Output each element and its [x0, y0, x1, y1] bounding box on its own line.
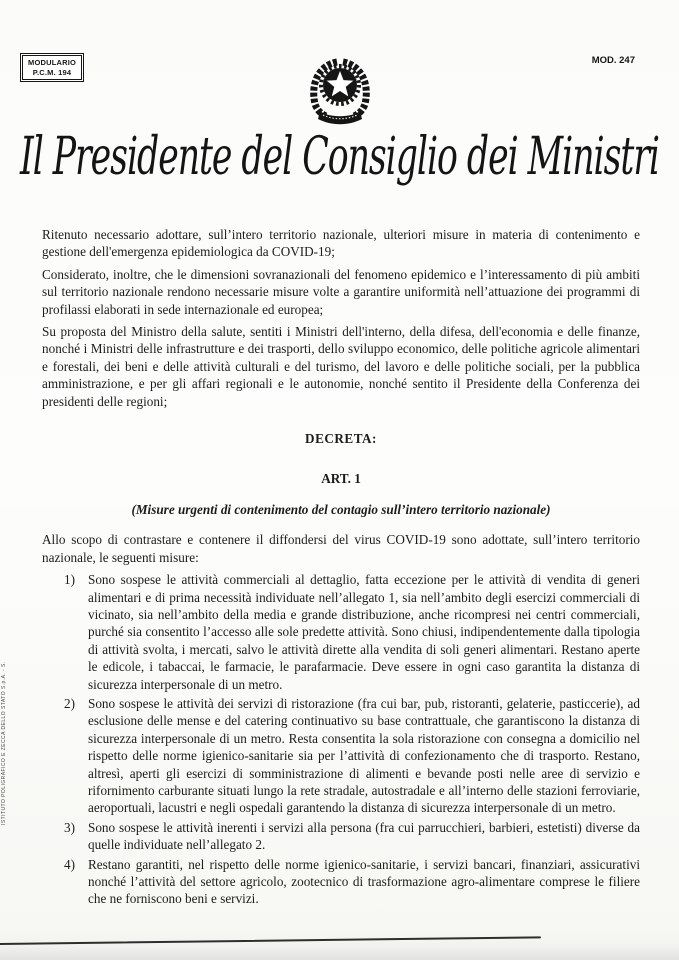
measure-item-number: 1)	[64, 572, 75, 588]
printer-imprint-note: ISTITUTO POLIGRAFICO E ZECCA DELLO STATO S.p.A. - S.	[1, 661, 7, 825]
page-edge-shadow	[0, 946, 679, 960]
measure-item-3	[42, 819, 640, 854]
modulario-line1: MODULARIO	[28, 58, 77, 67]
italian-republic-emblem-icon	[307, 55, 373, 134]
measure-item-number: 3)	[64, 819, 75, 835]
letterhead-script-title: Il Presidente del Consiglio dei Ministri	[20, 126, 659, 188]
measure-item-2	[42, 695, 640, 817]
modulario-line2: P.C.M. 194	[32, 67, 72, 77]
measure-item-number: 4)	[64, 856, 75, 872]
measure-item-4	[42, 856, 640, 908]
page-edge-line	[0, 936, 541, 945]
measures-list	[42, 571, 640, 908]
article-intro: Allo scopo di contrastare e contenere il diffondersi del virus COVID-19 sono adottate, sull’intero territorio nazionale, le seguenti misure:	[42, 532, 640, 565]
measure-item-text: Sono sospese le attività dei servizi di ristorazione (fra cui bar, pub, ristoranti, gelaterie, pasticcerie), ad esclusione delle mense e del catering continuativo su base contrattuale, che garantiscono la distanza di sicurezza interpersonale di un metro. Resta consentita la sola ristorazione con consegna a domicilio nel rispetto delle norme igienico-sanitarie sia per l’attività di confezionamento che di trasporto. Restano, altresì, aperti gli esercizi di somministrazione di alimenti e bevande posti nelle aree di servizio e rifornimento carburante situati lungo la rete stradale, autostradale e all’interno delle stazioni ferroviarie, aeroportuali, lacustri e negli ospedali garantendo la distanza di sicurezza interpersonale di un metro.	[88, 695, 640, 816]
document-body	[42, 226, 640, 910]
preamble-paragraph-ritenuto: Ritenuto necessario adottare, sull’intero territorio nazionale, ulteriori misure in materia di contenimento e gestione dell'emergenza epidemiologica da COVID-19;	[42, 227, 640, 260]
measure-item-text: Sono sospese le attività commerciali al dettaglio, fatta eccezione per le attività di vendita di generi alimentari e di prima necessità individuate nell’allegato 1, sia nell’ambito degli esercizi commerciali di vicinato, sia nell’ambito della media e grande distribuzione, anche ricompresi nei centri commerciali, purché sia consentito l’accesso alle sole predette attività. Sono chiusi, indipendentemente dalla tipologia di attività svolta, i mercati, salvo le attività dirette alla vendita di soli generi alimentari. Restano aperte le edicole, i tabaccai, le farmacie, le parafarmacie. Deve essere in ogni caso garantita la distanza di sicurezza interpersonale di un metro.	[88, 572, 640, 692]
preamble-paragraph-su-proposta: Su proposta del Ministro della salute, sentiti i Ministri dell'interno, della difesa, dell'economia e delle finanze, nonché i Ministri delle infrastrutture e dei trasporti, dello sviluppo economico, delle politiche agricole alimentari e forestali, dei beni e delle attività culturali e del turismo, del lavoro e delle politiche sociali, per la pubblica amministrazione, e per gli affari regionali e le autonomie, nonché sentito il Presidente della Conferenza dei presidenti delle regioni;	[42, 324, 640, 409]
measure-item-text: Sono sospese le attività inerenti i servizi alla persona (fra cui parrucchieri, barbieri, estetisti) diverse da quelle individuate nell’allegato 2.	[88, 819, 640, 853]
measure-item-1	[42, 571, 640, 693]
article-title: (Misure urgenti di contenimento del contagio sull’intero territorio nazionale)	[131, 501, 551, 517]
modulario-stamp	[20, 53, 84, 82]
preamble-paragraph-considerato: Considerato, inoltre, che le dimensioni sovranazionali del fenomeno epidemico e l’interessamento di più ambiti sul territorio nazionale rendono necessarie misure volte a garantire uniformità nell’attuazione dei programmi di profilassi elaborati in sede internazionale ed europea;	[42, 266, 640, 317]
mod-number-stamp: MOD. 247	[591, 55, 635, 66]
measure-item-text: Restano garantiti, nel rispetto delle norme igienico-sanitarie, i servizi bancari, finanziari, assicurativi nonché l’attività del settore agricolo, zootecnico di trasformazione agro-alimentare comprese le filiere che ne forniscono beni e servizi.	[88, 856, 640, 907]
decreta-heading: DECRETA:	[305, 431, 377, 447]
measure-item-number: 2)	[64, 695, 75, 711]
article-number-heading: ART. 1	[321, 471, 361, 487]
